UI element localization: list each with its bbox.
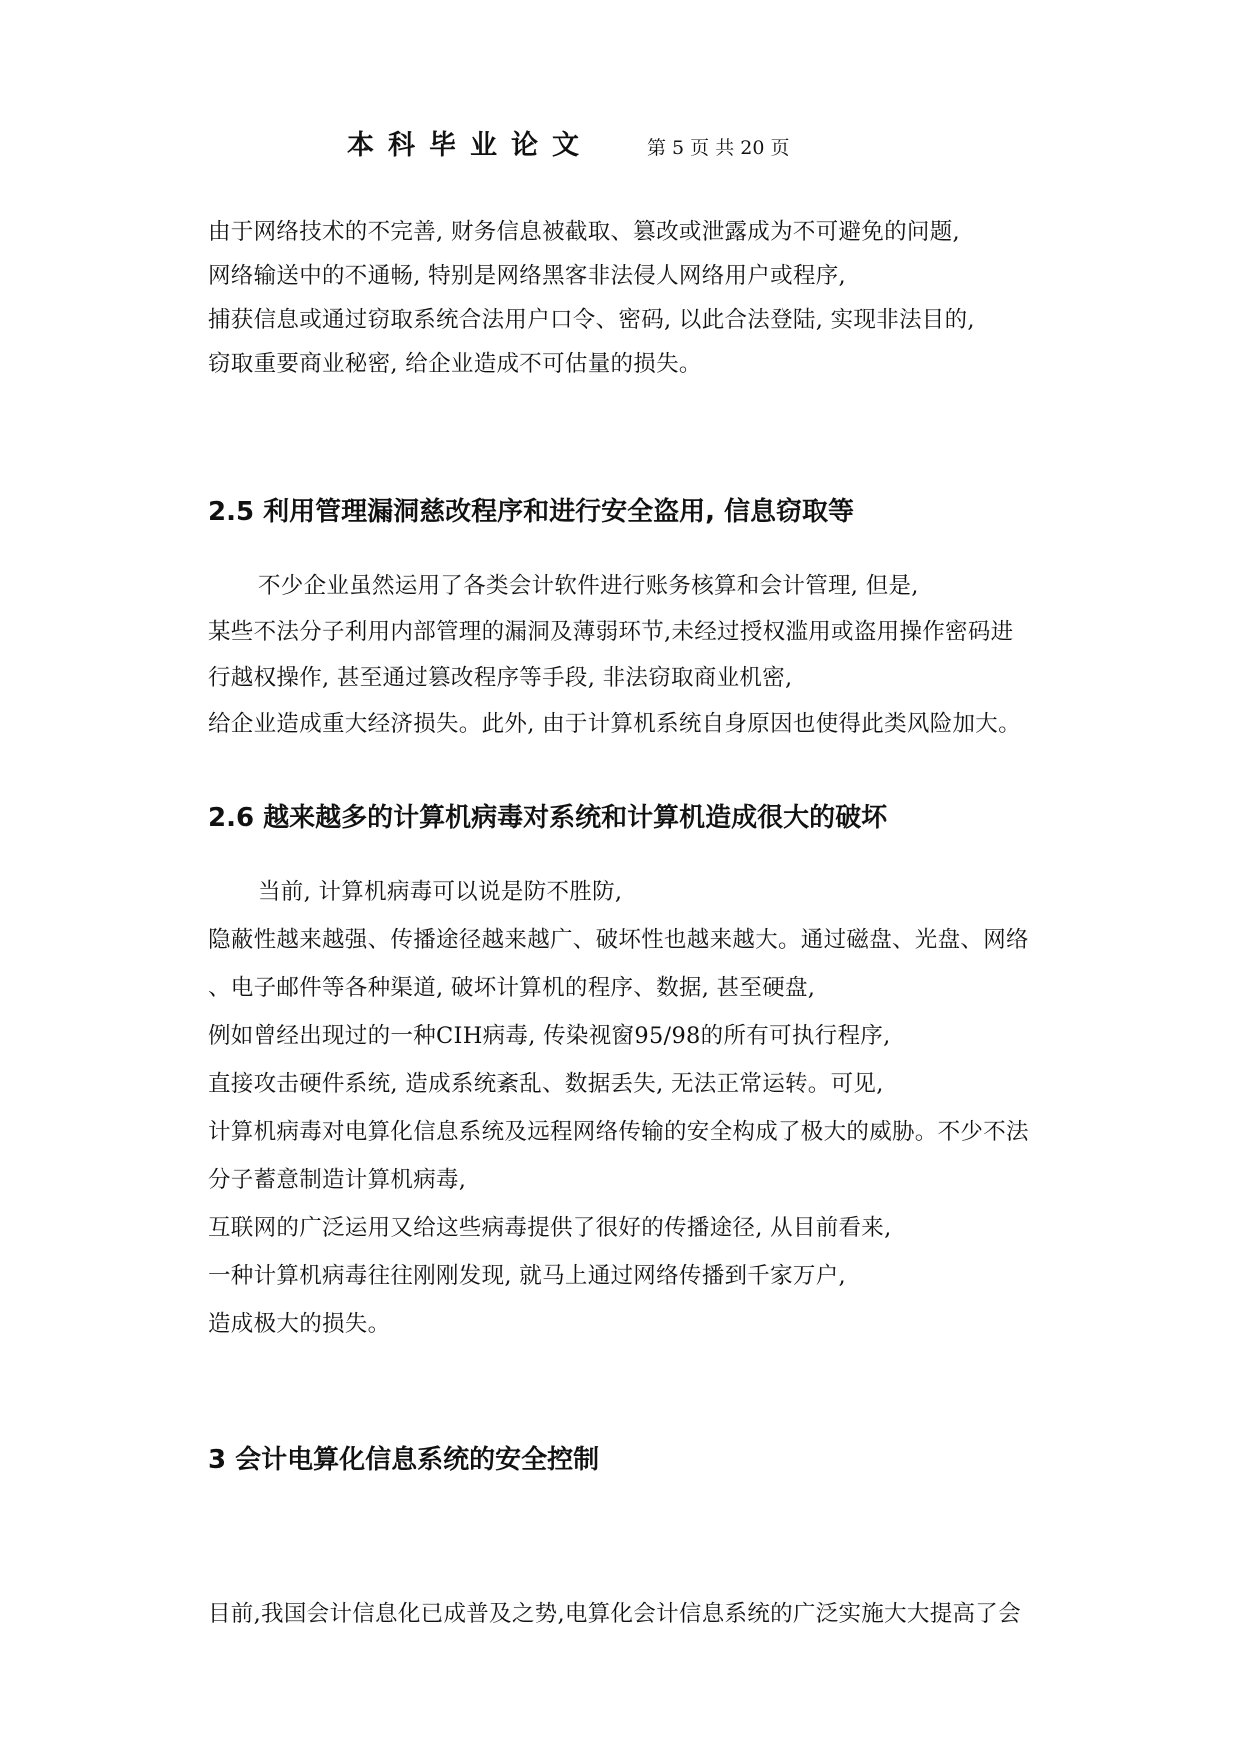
paragraph-line: 窃取重要商业秘密, 给企业造成不可估量的损失。 [208,351,702,377]
page-header [0,126,1241,166]
paragraph-line: 一种计算机病毒往往刚刚发现, 就马上通过网络传播到千家万户, [208,1263,846,1289]
section-heading: 3 会计电算化信息系统的安全控制 [208,1445,600,1475]
paragraph-line: 造成极大的损失。 [208,1311,391,1337]
paragraph-line: 例如曾经出现过的一种CIH病毒, 传染视窗95/98的所有可执行程序, [208,1023,891,1049]
section-heading: 2.5 利用管理漏洞慈改程序和进行安全盗用, 信息窃取等 [208,497,855,527]
paragraph-line: 当前, 计算机病毒可以说是防不胜防, [258,879,623,905]
paragraph-line: 目前,我国会计信息化已成普及之势,电算化会计信息系统的广泛实施大大提高了会 [208,1601,1021,1627]
document-title: 本科毕业论文 [347,130,593,161]
paragraph-line: 网络输送中的不通畅, 特别是网络黑客非法侵人网络用户或程序, [208,263,846,289]
paragraph-line: 给企业造成重大经济损失。此外, 由于计算机系统自身原因也使得此类风险加大。 [208,711,1021,737]
paragraph-line: 行越权操作, 甚至通过篡改程序等手段, 非法窃取商业机密, [208,665,793,691]
page-number: 第 5 页 共 20 页 [647,137,790,159]
section-heading: 2.6 越来越多的计算机病毒对系统和计算机造成很大的破坏 [208,803,888,833]
paragraph-line: 互联网的广泛运用又给这些病毒提供了很好的传播途径, 从目前看来, [208,1215,892,1241]
paragraph-line: 隐蔽性越来越强、传播途径越来越广、破坏性也越来越大。通过磁盘、光盘、网络 [208,927,1029,953]
paragraph-line: 捕获信息或通过窃取系统合法用户口令、密码, 以此合法登陆, 实现非法目的, [208,307,975,333]
paragraph-line: 不少企业虽然运用了各类会计软件进行账务核算和会计管理, 但是, [258,573,919,599]
paragraph-line: 分子蓄意制造计算机病毒, [208,1167,467,1193]
paragraph-line: 直接攻击硬件系统, 造成系统紊乱、数据丢失, 无法正常运转。可见, [208,1071,884,1097]
paragraph-line: 计算机病毒对电算化信息系统及远程网络传输的安全构成了极大的威胁。不少不法 [208,1119,1029,1145]
paragraph-line: 某些不法分子利用内部管理的漏洞及薄弱环节,未经过授权滥用或盗用操作密码进 [208,619,1014,645]
paragraph-line: 由于网络技术的不完善, 财务信息被截取、篡改或泄露成为不可避免的问题, [208,219,960,245]
paragraph-line: 、电子邮件等各种渠道, 破坏计算机的程序、数据, 甚至硬盘, [208,975,816,1001]
